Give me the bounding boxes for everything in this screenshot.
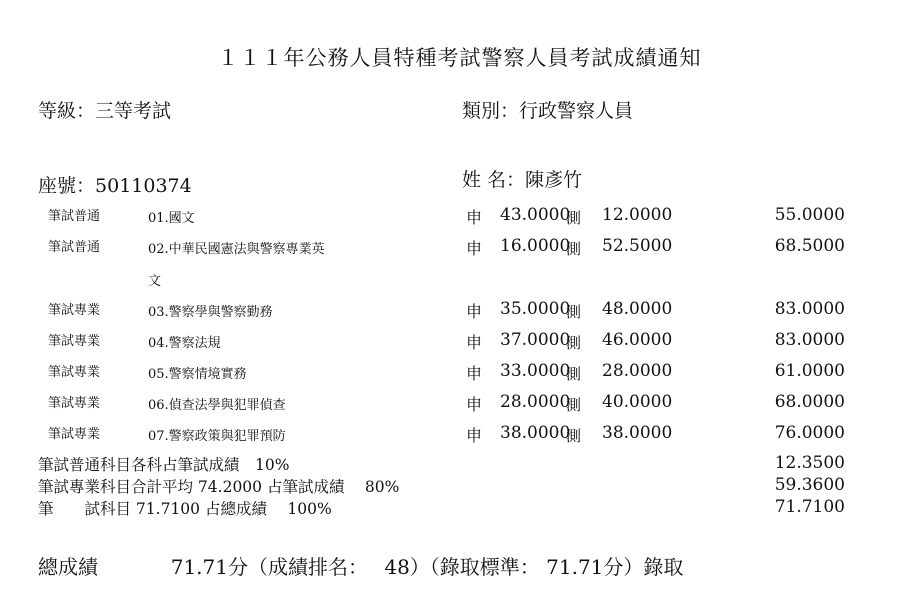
score-separator: 測 — [566, 240, 582, 258]
name-label: 姓 名： — [462, 169, 526, 191]
subject-row — [0, 205, 919, 235]
page-title: １１１年公務人員特種考試警察人員考試成績通知 — [217, 46, 702, 70]
subject-type: 筆試專業 — [48, 334, 101, 349]
subject-code: 申 — [466, 333, 483, 352]
subject-type: 筆試普通 — [48, 240, 101, 255]
category-field — [462, 96, 633, 123]
subject-name: 07.警察政策與犯罪預防 — [148, 429, 286, 444]
score-2: 46.0000 — [602, 330, 673, 350]
summary-professional-value: 59.3600 — [774, 475, 845, 495]
final-rank: （成績排名： 48） — [247, 555, 430, 579]
subject-name: 01.國文 — [148, 211, 195, 226]
subject-total: 68.5000 — [774, 236, 845, 256]
seat-value: 50110374 — [95, 175, 192, 197]
final-result: 錄取 — [643, 555, 684, 579]
level-label: 等級： — [38, 100, 96, 122]
seat-label: 座號： — [38, 175, 96, 197]
subject-name-continued: 文 — [148, 274, 162, 289]
subject-row — [0, 423, 919, 453]
subject-row — [0, 392, 919, 422]
seat-field — [38, 171, 192, 198]
score-separator: 測 — [566, 365, 582, 383]
subject-type: 筆試專業 — [48, 396, 101, 411]
score-1: 37.0000 — [500, 330, 571, 350]
subject-code: 申 — [466, 395, 483, 414]
score-1: 35.0000 — [500, 299, 571, 319]
subject-code: 申 — [466, 426, 483, 445]
subject-total: 83.0000 — [774, 299, 845, 319]
score-separator: 測 — [566, 209, 582, 227]
subject-row — [0, 236, 919, 292]
subject-code: 申 — [466, 302, 483, 321]
summary-written-text: 筆 試科目 71.7100 占總成績 100% — [38, 500, 332, 518]
score-separator: 測 — [566, 396, 582, 414]
subject-name: 02.中華民國憲法與警察專業英 — [148, 242, 325, 257]
subject-total: 61.0000 — [774, 361, 845, 381]
subject-row — [0, 330, 919, 360]
score-separator: 測 — [566, 334, 582, 352]
score-2: 48.0000 — [602, 299, 673, 319]
final-standard: （錄取標準： 71.71分） — [429, 555, 644, 579]
subject-code: 申 — [466, 364, 483, 383]
final-label: 總成績 — [38, 555, 98, 579]
level-field — [38, 96, 171, 123]
score-2: 52.5000 — [602, 236, 673, 256]
subject-total: 76.0000 — [774, 423, 845, 443]
summary-general-value: 12.3500 — [774, 453, 845, 473]
summary-professional-text: 筆試專業科目合計平均 74.2000 占筆試成績 80% — [38, 478, 400, 496]
subject-code: 申 — [466, 239, 483, 258]
subject-total: 83.0000 — [774, 330, 845, 350]
score-1: 16.0000 — [500, 236, 571, 256]
final-score-line — [38, 551, 683, 580]
name-field — [462, 165, 582, 192]
level-value: 三等考試 — [95, 100, 172, 122]
score-separator: 測 — [566, 427, 582, 445]
subject-total: 68.0000 — [774, 392, 845, 412]
score-2: 40.0000 — [602, 392, 673, 412]
subject-code: 申 — [466, 208, 483, 227]
score-1: 28.0000 — [500, 392, 571, 412]
category-label: 類別： — [462, 100, 520, 122]
subject-name: 03.警察學與警察勤務 — [148, 305, 273, 320]
subject-name: 06.偵查法學與犯罪偵查 — [148, 398, 286, 413]
score-1: 38.0000 — [500, 423, 571, 443]
score-separator: 測 — [566, 303, 582, 321]
summary-written-value: 71.7100 — [774, 497, 845, 517]
subject-name: 04.警察法規 — [148, 336, 221, 351]
score-2: 28.0000 — [602, 361, 673, 381]
subject-type: 筆試專業 — [48, 365, 101, 380]
name-value: 陳彥竹 — [525, 169, 583, 191]
subject-total: 55.0000 — [774, 205, 845, 225]
subject-name: 05.警察情境實務 — [148, 367, 247, 382]
score-2: 12.0000 — [602, 205, 673, 225]
summary-general-text: 筆試普通科目各科占筆試成績 10% — [38, 456, 290, 474]
score-1: 43.0000 — [500, 205, 571, 225]
subject-type: 筆試專業 — [48, 303, 101, 318]
score-1: 33.0000 — [500, 361, 571, 381]
subject-type: 筆試普通 — [48, 209, 101, 224]
subject-row — [0, 299, 919, 329]
category-value: 行政警察人員 — [519, 100, 634, 122]
score-2: 38.0000 — [602, 423, 673, 443]
subject-row — [0, 361, 919, 391]
final-score: 71.71分 — [170, 555, 248, 579]
subject-type: 筆試專業 — [48, 427, 101, 442]
